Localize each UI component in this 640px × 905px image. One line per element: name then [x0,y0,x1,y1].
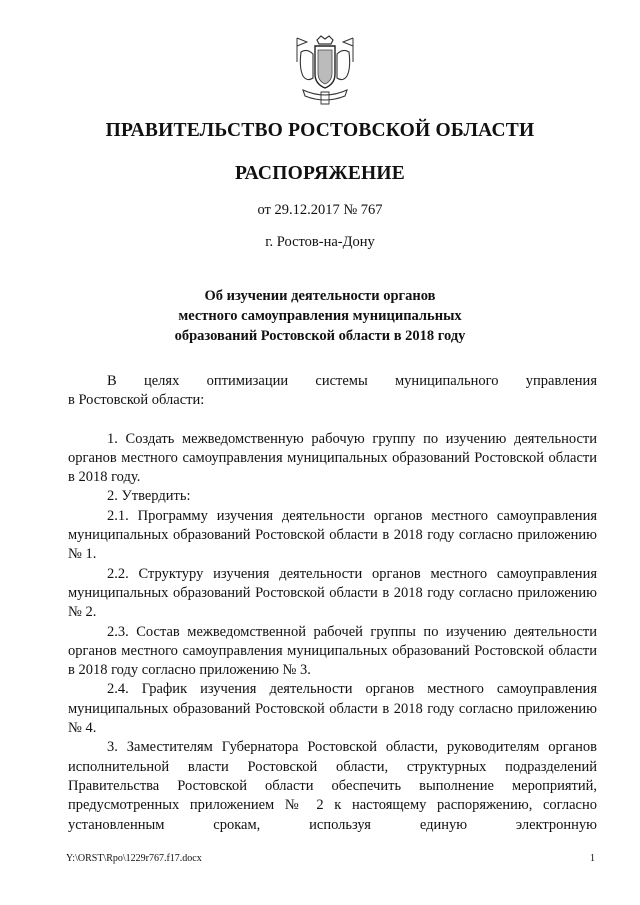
subject-line: местного самоуправления муниципальных [178,308,462,324]
document-subject [0,286,640,346]
government-title: ПРАВИТЕЛЬСТВО РОСТОВСКОЙ ОБЛАСТИ [105,120,535,141]
preamble-rest: в Ростовской области: [68,392,205,409]
document-type: РАСПОРЯЖЕНИЕ [235,163,405,184]
paragraph-2-1: 2.1. Программу изучения деятельности органов местного самоуправления муниципальных образований Ростовской области в 2018 году согласно приложению № 1. [68,507,597,563]
paragraph-1: 1. Создать межведомственную рабочую группу по изучению деятельности органов местного самоуправления муниципальных образований Ростовской области в 2018 году. [68,430,597,486]
paragraph-2-2: 2.2. Структуру изучения деятельности органов местного самоуправления муниципальных образований Ростовской области в 2018 году согласно приложению № 2. [68,565,597,621]
city: г. Ростов-на-Дону [265,234,375,250]
paragraph-2: 2. Утвердить: [107,488,191,505]
subject-line: образований Ростовской области в 2018 году [174,328,466,344]
paragraph-2-4: 2.4. График изучения деятельности органов местного самоуправления муниципальных образований Ростовской области в 2018 году согласно приложению № 4. [68,681,597,737]
preamble-first-line: В целях оптимизации системы муниципального управления [107,373,597,389]
date-and-number: от 29.12.2017 № 767 [257,202,383,218]
subject-line: Об изучении деятельности органов [204,288,436,304]
page-number: 1 [590,853,595,864]
paragraph-3: 3. Заместителям Губернатора Ростовской области, руководителям органов исполнительной власти Ростовской области, структурных подразделений Правительства Ростовской области обеспечить выполнение мероприятий, предусмотренных приложением № 2 к настоящему распоряжению, согласно установленным срокам, используя единую электронную [68,739,597,833]
coat-of-arms-icon [293,34,357,106]
paragraph-2-3: 2.3. Состав межведомственной рабочей группы по изучению деятельности органов местного самоуправления муниципальных образований Ростовской области в 2018 году согласно приложению № 3. [68,623,597,679]
footer-file-path: Y:\ORST\Rpo\1229r767.f17.docx [66,853,202,864]
document-body [68,372,597,835]
preamble [68,372,597,411]
